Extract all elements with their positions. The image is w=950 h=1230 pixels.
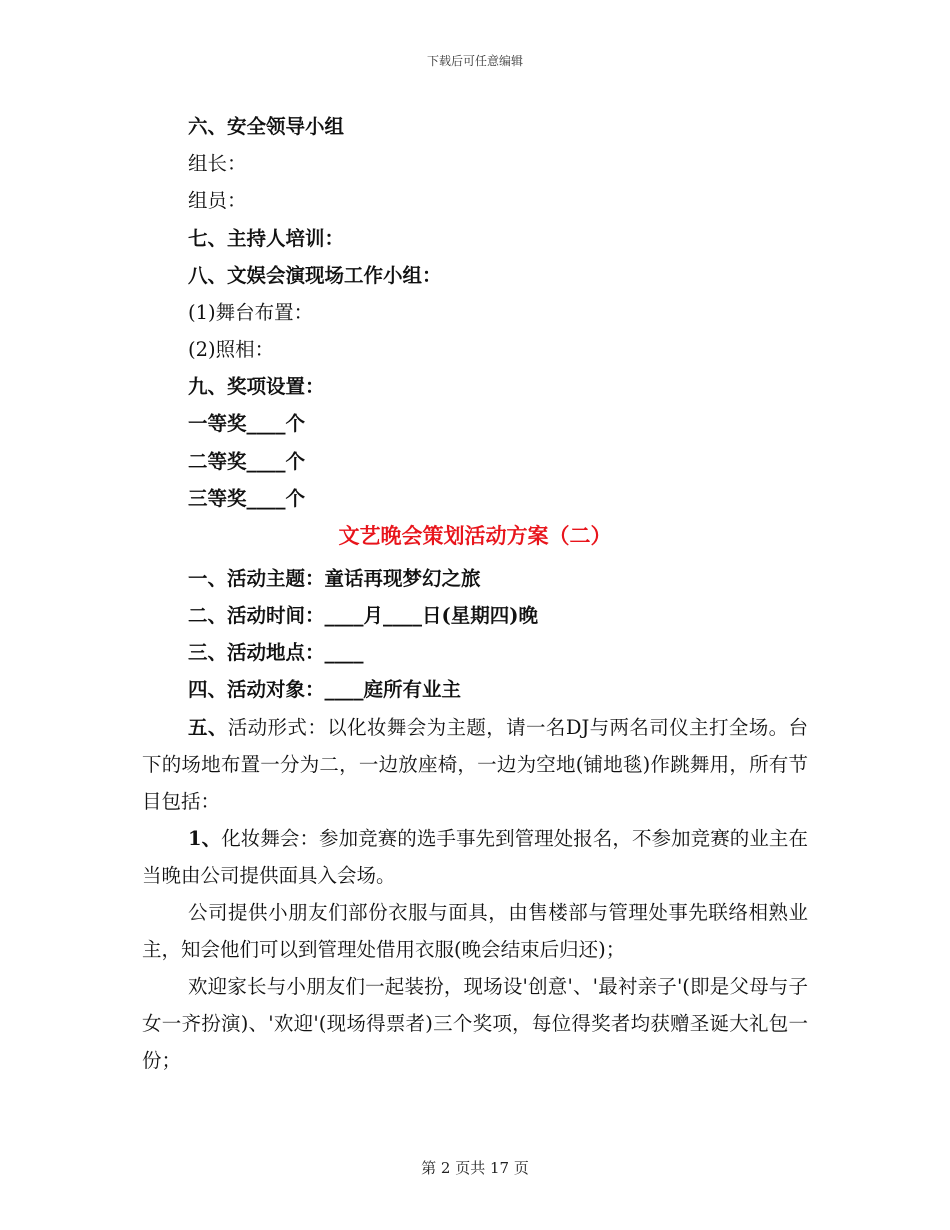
document-section-title: 文艺晚会策划活动方案（二） bbox=[338, 523, 612, 548]
section-host-training-heading: 七、主持人培训： bbox=[188, 227, 345, 250]
activity-form-text: 活动形式：以化妆舞会为主题，请一名DJ与两名司仪主打全场。台下的场地布置一分为二，一边放座椅，一边为空地(铺地毯)作跳舞用，所有节目包括： bbox=[142, 716, 808, 813]
activity-form-number: 五、 bbox=[188, 716, 228, 739]
costume-ball-text: 化妆舞会：参加竞赛的选手事先到管理处报名，不参加竞赛的业主在当晚由公司提供面具入会场。 bbox=[142, 827, 808, 887]
page-footer: 第 2 页共 17 页 bbox=[421, 1159, 529, 1177]
activity-theme-line: 一、活动主题：童话再现梦幻之旅 bbox=[188, 567, 481, 590]
costume-ball-paragraph bbox=[142, 820, 808, 894]
section-safety-heading: 六、安全领导小组 bbox=[188, 115, 345, 138]
activity-form-paragraph bbox=[142, 709, 808, 820]
photography-label: (2)照相： bbox=[188, 338, 275, 361]
activity-place-line: 三、活动地点：____ bbox=[188, 641, 364, 664]
section-onsite-team-heading: 八、文娱会演现场工作小组： bbox=[188, 264, 442, 287]
first-prize-line: 一等奖____个 bbox=[188, 412, 306, 435]
costume-ball-number: 1、 bbox=[188, 827, 222, 850]
group-leader-label: 组长： bbox=[188, 152, 247, 175]
section-awards-heading: 九、奖项设置： bbox=[188, 375, 325, 398]
second-prize-line: 二等奖____个 bbox=[188, 450, 306, 473]
third-prize-line: 三等奖____个 bbox=[188, 487, 306, 510]
welcome-awards-paragraph: 欢迎家长与小朋友们一起装扮，现场设'创意'、'最衬亲子'(即是父母与子女一齐扮演)、'欢迎'(现场得票者)三个奖项，每位得奖者均获赠圣诞大礼包一份； bbox=[142, 975, 808, 1072]
costume-lending-paragraph: 公司提供小朋友们部份衣服与面具，由售楼部与管理处事先联络相熟业主，知会他们可以到管理处借用衣服(晚会结束后归还)； bbox=[142, 901, 808, 961]
group-member-label: 组员： bbox=[188, 189, 247, 212]
activity-time-line: 二、活动时间：____月____日(星期四)晚 bbox=[188, 604, 538, 627]
stage-setup-label: (1)舞台布置： bbox=[188, 301, 314, 324]
page-header: 下载后可任意编辑 bbox=[426, 54, 523, 68]
activity-target-line: 四、活动对象：____庭所有业主 bbox=[188, 678, 462, 701]
